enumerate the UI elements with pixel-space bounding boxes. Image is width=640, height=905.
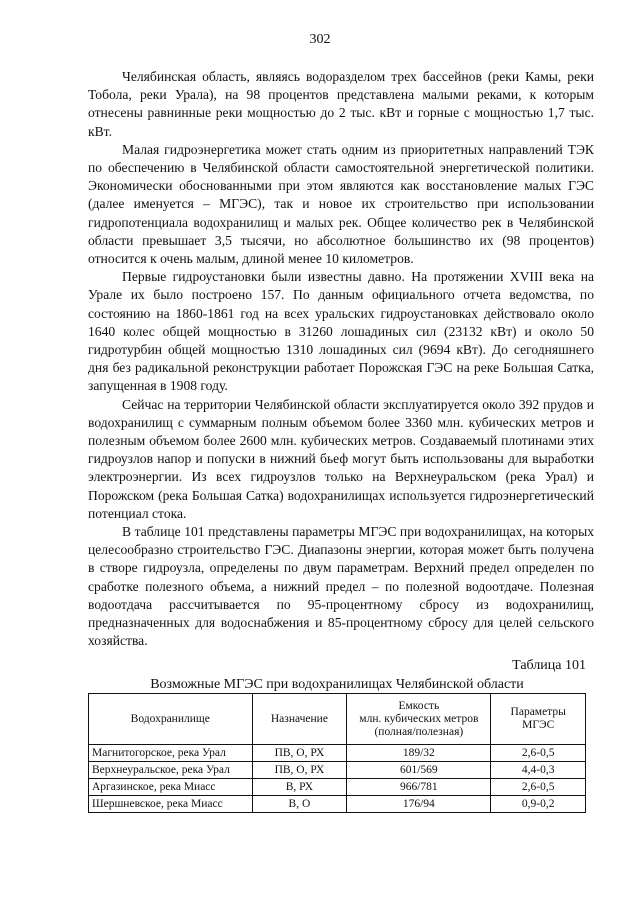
cell-capacity: 966/781 [347,779,491,796]
cell-capacity: 601/569 [347,762,491,779]
header-reservoir: Водохранилище [89,694,253,745]
page-number: 302 [309,32,331,47]
table-header-row [89,694,586,745]
cell-purpose: ПВ, О, РХ [252,745,347,762]
header-capacity: Емкость млн. кубических метров (полная/полезная) [347,694,491,745]
cell-purpose: В, О [252,796,347,813]
paragraph-1: Челябинская область, являясь водоразделом трех бассейнов (реки Камы, реки Тобола, реки Урала), на 98 процентов представлена малыми реками, к которым отнесены равнинные реки мощностью до 2 тыс. кВт и горные с мощностью 1,7 тыс. кВт. [88,69,594,139]
cell-params: 4,4-0,3 [491,762,586,779]
cell-purpose: ПВ, О, РХ [252,762,347,779]
table-title: Возможные МГЭС при водохранилищах Челябинской области [150,677,524,692]
paragraph-2: Малая гидроэнергетика может стать одним из приоритетных направлений ТЭК по обеспечению в Челябинской области самостоятельной энергетической политики. Экономически обоснованными при этом являются как восстановление малых ГЭС (далее именуется – МГЭС), так и новое их строительство при использовании гидропотенциала водохранилищ и малых рек. Общее количество рек в Челябинской области превышает 3,5 тысячи, но абсолютное большинство их (98 процентов) относится к очень малым, длиной менее 10 километров. [88,141,594,267]
cell-reservoir: Магнитогорское, река Урал [89,745,253,762]
table-row [89,779,586,796]
cell-params: 2,6-0,5 [491,745,586,762]
body-text [88,68,594,651]
table-row [89,796,586,813]
cell-purpose: В, РХ [252,779,347,796]
table-row [89,745,586,762]
data-table [88,693,586,813]
paragraph-3: Первые гидроустановки были известны давно. На протяжении XVIII века на Урале их было построено 157. По данным официального отчета ведомства, по состоянию на 1860-1861 год на всех уральских гидроустановках действовало около 1640 колес общей мощностью в 31260 лошадиных сил (23132 кВт) и около 50 гидротурбин общей мощностью 1310 лошадиных сил (9694 кВт). До сегодняшнего дня без радикальной реконструкции работает Порожская ГЭС на реке Большая Сатка, запущенная в 1908 году. [88,269,594,394]
cell-params: 0,9-0,2 [491,796,586,813]
cell-params: 2,6-0,5 [491,779,586,796]
header-params: Параметры МГЭС [491,694,586,745]
cell-reservoir: Аргазинское, река Миасс [89,779,253,796]
paragraph-5: В таблице 101 представлены параметры МГЭС при водохранилищах, на которых целесообразно строительство ГЭС. Диапазоны энергии, которая может быть получена в створе гидроузла, определены по двум параметрам. Верхний предел определен по сработке полезного объема, а нижний предел – по полезной водоотдаче. Полезная водоотдача рассчитывается по 95-процентному сбросу из водохранилищ, предназначенных для водоснабжения и 85-процентному сбросу для целей сельского хозяйства. [88,524,594,649]
cell-capacity: 176/94 [347,796,491,813]
cell-capacity: 189/32 [347,745,491,762]
cell-reservoir: Верхнеуральское, река Урал [89,762,253,779]
table-row [89,762,586,779]
table-number: Таблица 101 [512,658,586,673]
cell-reservoir: Шершневское, река Миасс [89,796,253,813]
paragraph-4: Сейчас на территории Челябинской области эксплуатируется около 392 прудов и водохранилищ с суммарным полным объемом более 3360 млн. кубических метров и полезным объемом более 2600 млн. кубических метров. Создаваемый плотинами этих гидроузлов напор и попуски в нижний бьеф могут быть использованы для выработки электроэнергии. Из всех гидроузлов только на Верхнеуральском (река Урал) и Порожском (река Большая Сатка) водохранилищах используется гидроэнергетический потенциал стока. [88,396,594,521]
header-purpose: Назначение [252,694,347,745]
